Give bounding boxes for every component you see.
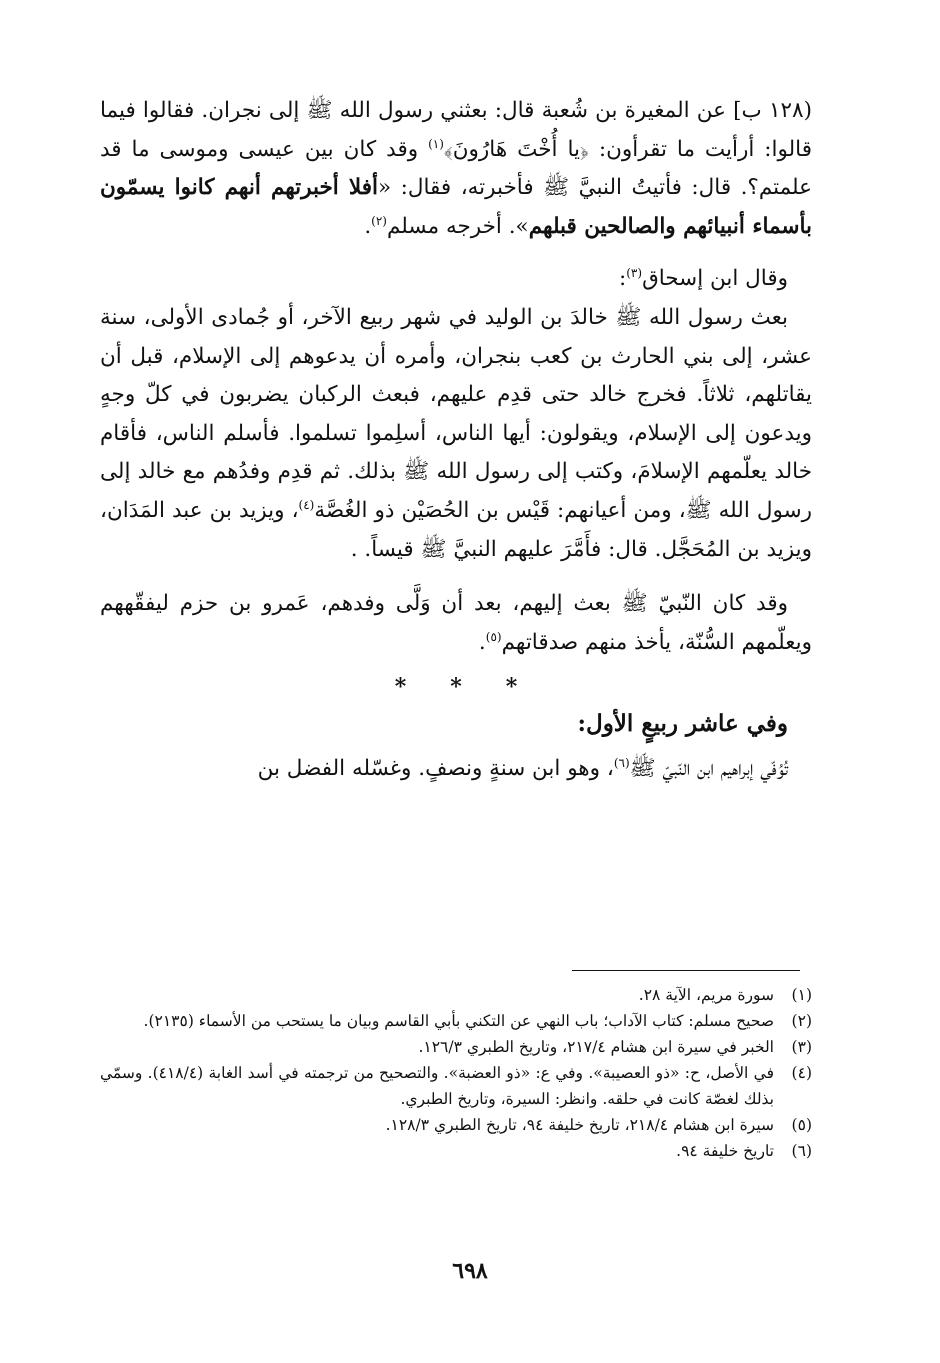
footnote-ref[interactable]: (٦)	[613, 756, 630, 771]
text-run: تُوُفّي إبراهيم ابن النّبيّ ﷺ	[629, 756, 788, 782]
paragraph-hadith	[100, 92, 812, 246]
footnote	[100, 1138, 812, 1164]
footnote-number: (٥)	[791, 1116, 812, 1134]
footnote	[100, 1112, 812, 1138]
footnote-text: الخبر في سيرة ابن هشام ٢١٧/٤، وتاريخ الطبري ١٢٦/٣.	[418, 1038, 774, 1056]
footnote-ref[interactable]: (٢)	[371, 213, 387, 228]
footnote-text: في الأصل، ح: «ذو العصيبة». وفي ع: «ذو العضبة». والتصحيح من ترجمته في أسد الغابة (٤١٨/٤). وسمّي بذلك لغصّة كانت في حلقه. وانظر: السيرة، وتاريخ الطبري.	[100, 1064, 774, 1108]
text-run: وقد كان بين عيسى وموسى ما قد علمتم؟. قال: فأتيتُ النبيَّ ﷺ فأخبرته، فقال: «	[100, 136, 813, 201]
star: *	[505, 674, 518, 701]
footnote-ref[interactable]: (٣)	[626, 266, 643, 281]
text-run: .	[364, 213, 372, 239]
footnote-number: (٢)	[791, 1012, 812, 1030]
footnote-number: (٦)	[791, 1142, 812, 1160]
text-run: ، ويزيد بن عبد المَدَان، ويزيد بن المُحَجَّل. قال: فأَمَّرَ عليهم النبيَّ ﷺ قيساً. .	[100, 497, 812, 562]
footnote-ref[interactable]: (٥)	[485, 629, 502, 644]
footnote-text: سيرة ابن هشام ٢١٨/٤، تاريخ خليفة ٩٤، تاريخ الطبري ١٢٨/٣.	[385, 1116, 774, 1134]
star: *	[450, 674, 462, 701]
bold-quote: أفلا أخبرتهم أنهم كانوا يسمّون بأسماء أنبيائهم والصالحين قبلهم	[100, 175, 812, 239]
star: *	[394, 674, 407, 701]
footnote-text: صحيح مسلم: كتاب الآداب؛ باب النهي عن التكني بأبي القاسم وبيان ما يستحب من الأسماء (٢١٣٥).	[143, 1012, 774, 1030]
footnote	[100, 1034, 812, 1060]
paragraph-khalid	[100, 299, 812, 569]
footnote	[100, 1060, 812, 1112]
section-divider	[100, 674, 812, 700]
footnote-number: (٤)	[791, 1064, 812, 1082]
text-run: وقد كان النّبيّ ﷺ بعث إليهم، بعد أن وَلَّى وفدهم، عَمرو بن حزم ليفقّههم ويعلّمهم السُّنّة، يأخذ منهم صدقاتهم	[100, 591, 812, 655]
text-run: :	[618, 266, 627, 292]
paragraph-ibn-ishaq	[100, 260, 812, 299]
text-run: (١٢٨ ب] عن المغيرة بن شُعبة قال: بعثني رسول الله ﷺ إلى نجران. فقالوا فيما قالوا: أرأيت ما تقرأون: ﴿يا أُخْتَ هَارُونَ﴾	[100, 98, 813, 162]
footnote-ref[interactable]: (١)	[428, 136, 444, 151]
footnote-text: تاريخ خليفة ٩٤.	[676, 1142, 774, 1160]
text-run: بعث رسول الله ﷺ خالدَ بن الوليد في شهر ربيع الآخر، أو جُمادى الأولى، سنة عشر، إلى بني الحارث بن كعب بنجران، وأمره أن يدعوهم إلى الإسلام، قبل أن يقاتلهم، ثلاثاً. فخرج خالد حتى قدِم عليهم، فبعث الركبان يضربون في كلّ وجهٍ ويدعون إلى الإسلام، ويقولون: أيها الناس، أسلِموا تسلموا. فأسلم الناس، فأقام خالد يعلّمهم الإسلامَ، وكتب إلى رسول الله ﷺ بذلك. ثم قدِم وفدُهم مع خالد إلى رسول الله ﷺ، ومن أعيانهم: قَيْس بن الحُصَيْن ذو الغُصَّة	[100, 304, 813, 523]
section-heading: وفي عاشر ربيعٍ الأول:	[577, 710, 788, 738]
text-run: ». أخرجه مسلم	[386, 213, 529, 239]
main-text	[100, 92, 812, 789]
paragraph-ibrahim	[100, 750, 812, 789]
footnotes	[100, 982, 812, 1164]
text-run: .	[478, 629, 486, 655]
text-run: ، وهو ابن سنةٍ ونصفٍ. وغسّله الفضل بن	[257, 756, 614, 782]
page-number: ٦٩٨	[452, 1258, 488, 1284]
footnote	[100, 1008, 812, 1034]
paragraph-amr	[100, 585, 812, 662]
footnote-text: سورة مريم، الآية ٢٨.	[638, 986, 774, 1004]
footnote	[100, 982, 812, 1008]
text-run: وقال ابن إسحاق	[642, 266, 788, 292]
footnote-separator	[572, 970, 800, 971]
footnote-ref[interactable]: (٤)	[298, 497, 315, 512]
footnote-number: (١)	[791, 986, 812, 1004]
footnote-number: (٣)	[791, 1038, 812, 1056]
